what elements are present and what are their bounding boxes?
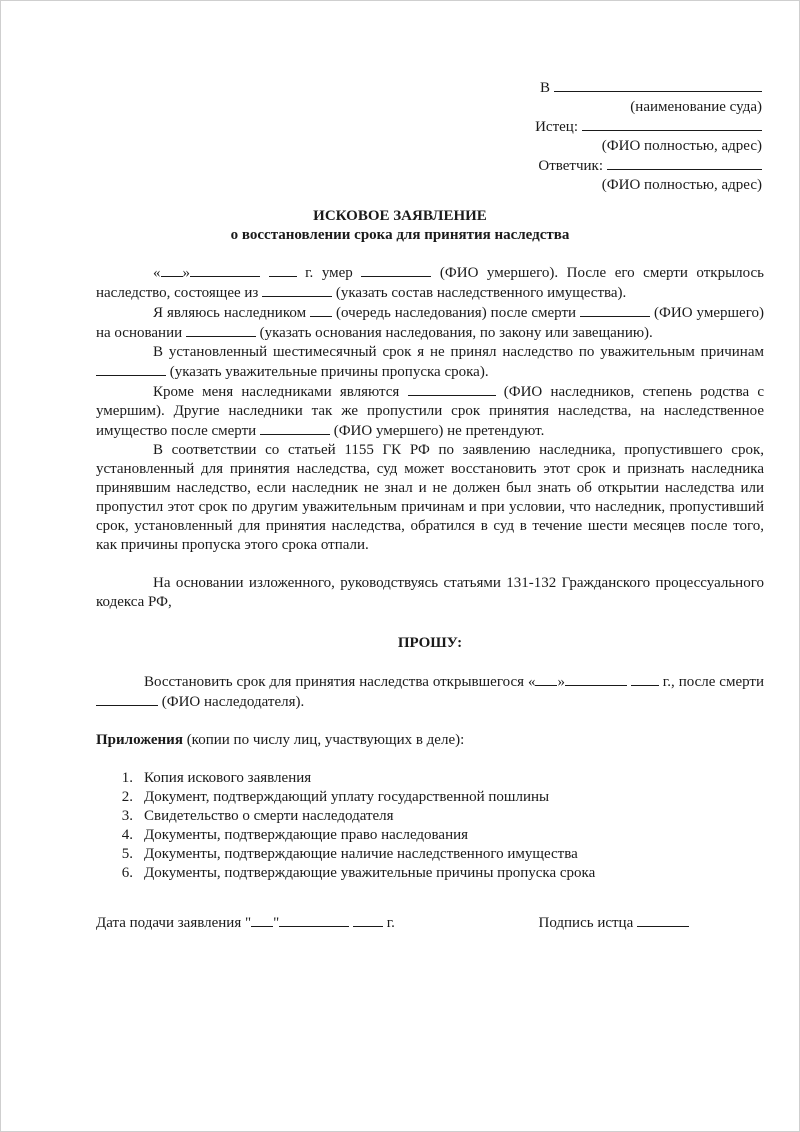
reasons-blank[interactable] [96,362,166,376]
attachments-list [96,769,764,883]
defendant-row [522,156,762,176]
defendant-blank[interactable] [607,156,762,170]
plaintiff-label: Истец: [535,119,578,135]
deceased-name-blank[interactable] [260,421,330,435]
list-item: 1. Копия искового заявления [121,770,312,786]
addressee-block [522,78,762,195]
paragraph-procedural-basis: На основании изложенного, руководствуясь статьями 131-132 Гражданского процессуального кодекса РФ, [96,575,764,610]
day-blank[interactable] [161,263,183,277]
title-main: ИСКОВОЕ ЗАЯВЛЕНИЕ [313,208,487,224]
title-subtitle: о восстановлении срока для принятия наследства [230,227,570,243]
list-item: 5. Документы, подтверждающие наличие наследственного имущества [121,846,578,862]
month-blank[interactable] [190,263,260,277]
plaintiff-signature: Подпись истца [538,913,689,933]
document-body [96,263,764,883]
day-blank[interactable] [251,913,273,927]
court-name-blank[interactable] [554,78,762,92]
year-blank[interactable] [353,913,383,927]
grounds-blank[interactable] [186,323,256,337]
court-hint: (наименование суда) [630,99,762,115]
list-item: 4. Документы, подтверждающие право наследования [121,827,469,843]
paragraph-death-info: « » г. умер (ФИО умершего). После его смерти открылось наследство, состоящее из (указать состав наследственного имущества). [96,265,764,301]
plaintiff-hint: (ФИО полностью, адрес) [601,138,762,154]
paragraph-other-heirs: Кроме меня наследниками являются (ФИО наследников, степень родства с умершим). Другие наследники так же пропустили срок принятия наследства, на наследственное имущество после смерти (ФИО умершего) не претендуют. [96,384,764,439]
to-label: В [539,80,550,96]
paragraph-legal-basis: В соответствии со статьей 1155 ГК РФ по заявлению наследника, пропустившего срок, установленный для принятия наследства, суд может восстановить этот срок и признать наследника принявшим наследство, если наследник не знал и не должен был знать об открытии наследства или пропустил этот срок по другим уважительным причинам и при условии, что наследник, пропустивший срок, установленный для принятия наследства, обратился в суд в течение шести месяцев после того, как причины пропуска этого срока отпали. [96,442,764,553]
year-blank[interactable] [269,263,297,277]
court-row [522,78,762,98]
month-blank[interactable] [565,672,627,686]
list-item: 6. Документы, подтверждающие уважительные причины пропуска срока [121,865,596,881]
signature-footer [96,913,689,933]
deceased-name-blank[interactable] [580,303,650,317]
request-text: Восстановить срок для принятия наследства открывшегося « » г., после смерти (ФИО наследодателя). [96,672,764,712]
filing-date: Дата подачи заявления " " г. [96,915,395,931]
plaintiff-row [522,117,762,137]
paragraph-heir-status: Я являюсь наследником (очередь наследования) после смерти (ФИО умершего) на основании (указать основания наследования, по закону или завещанию). [96,305,764,341]
list-item: 3. Свидетельство о смерти наследодателя [121,808,394,824]
paragraph-missed-term: В установленный шестимесячный срок я не принял наследство по уважительным причинам (указать уважительные причины пропуска срока). [96,343,764,382]
plaintiff-blank[interactable] [582,117,762,131]
other-heirs-blank[interactable] [408,382,496,396]
month-blank[interactable] [279,913,349,927]
day-blank[interactable] [535,672,557,686]
request-heading: ПРОШУ: [397,635,463,651]
year-blank[interactable] [631,672,659,686]
attachments-heading: Приложения (копии по числу лиц, участвующих в деле): [96,732,465,748]
order-blank[interactable] [310,303,332,317]
defendant-label: Ответчик: [538,158,603,174]
list-item: 2. Документ, подтверждающий уплату государственной пошлины [121,789,550,805]
testator-name-blank[interactable] [96,692,158,706]
deceased-name-blank[interactable] [361,263,431,277]
defendant-hint: (ФИО полностью, адрес) [601,177,762,193]
signature-blank[interactable] [637,913,689,927]
document-title [1,207,799,245]
estate-blank[interactable] [262,283,332,297]
